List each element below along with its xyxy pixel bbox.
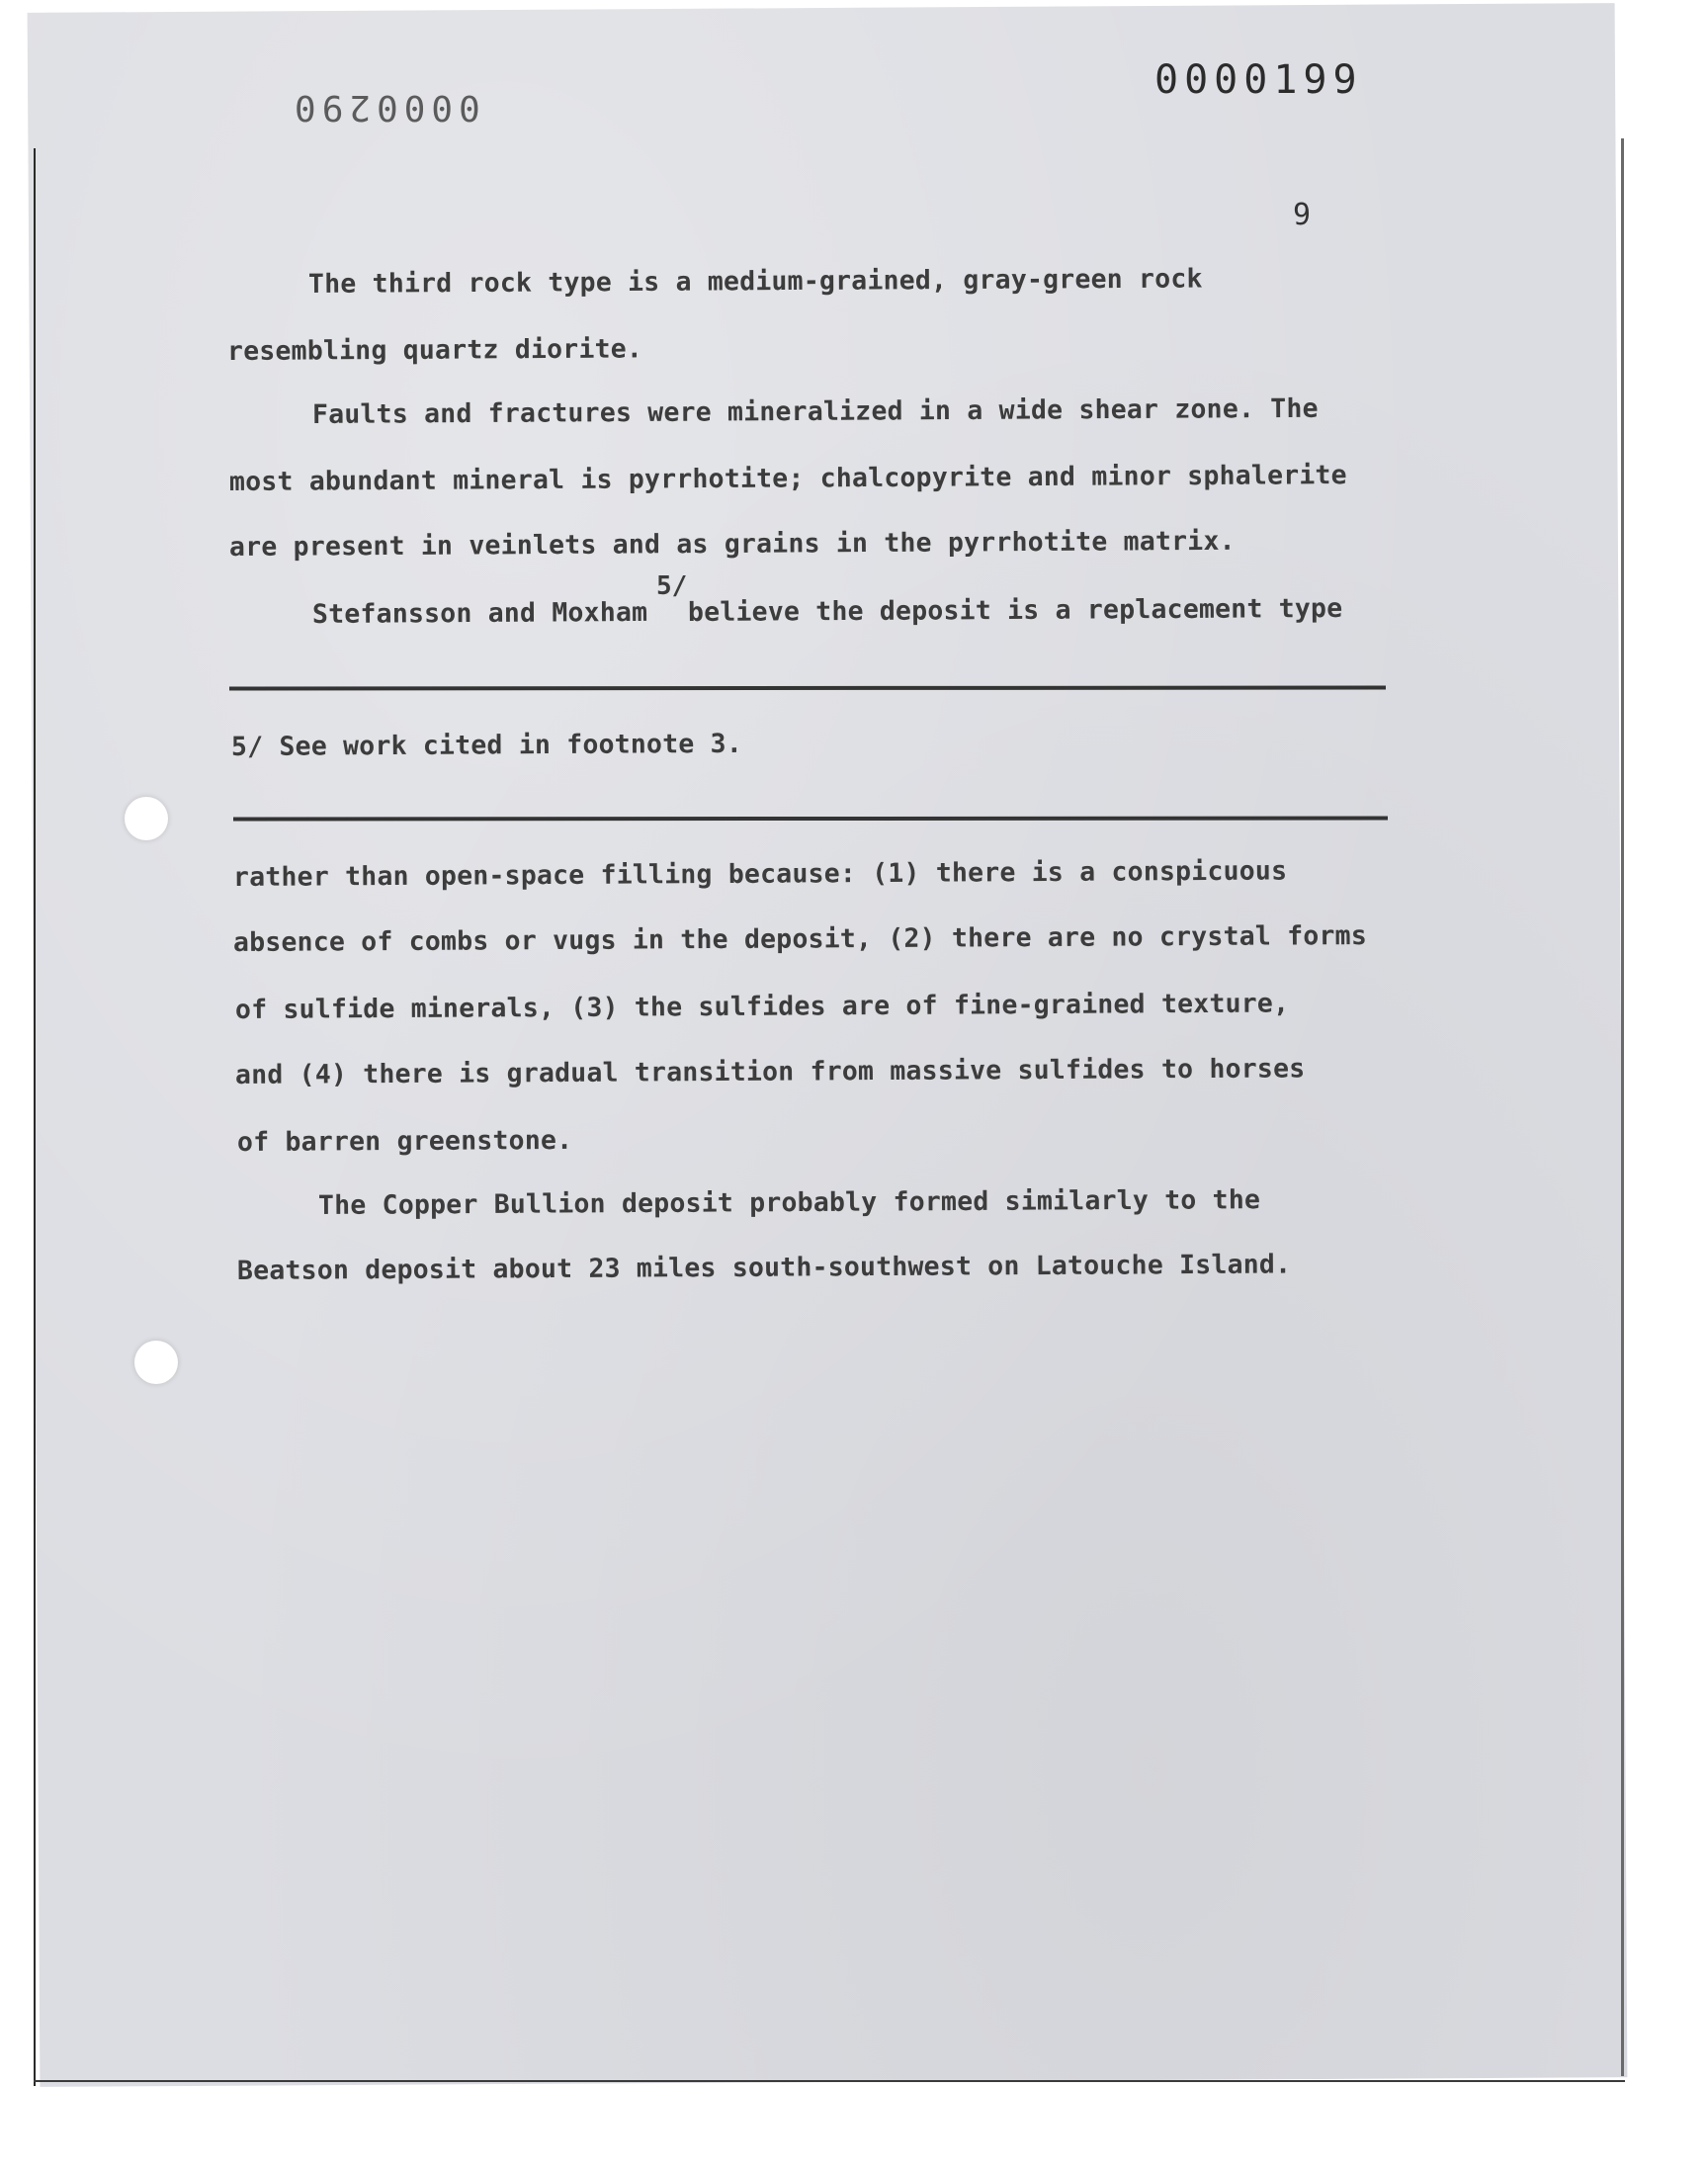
paragraph-1-line-2: resembling quartz diorite.	[226, 333, 643, 367]
footnote-reference: 5/	[656, 571, 688, 601]
binder-hole-upper	[125, 797, 168, 840]
paragraph-5-line-1: The Copper Bullion deposit probably formed similarly to the	[317, 1184, 1261, 1221]
paragraph-4-line-4: and (4) there is gradual transition from massive sulfides to horses	[234, 1053, 1306, 1090]
document-control-number-inverted: 0000290	[289, 87, 480, 128]
paragraph-4-line-3: of sulfide minerals, (3) the sulfides are of fine-grained texture,	[234, 988, 1290, 1025]
paragraph-4-line-1: rather than open-space filling because: (1) there is a conspicuous	[232, 855, 1288, 893]
paragraph-2-line-2: most abundant mineral is pyrrhotite; chalcopyrite and minor sphalerite	[228, 460, 1347, 497]
page-number: 9	[1293, 198, 1312, 232]
document-page	[28, 3, 1628, 2087]
footnote-text: 5/ See work cited in footnote 3.	[230, 728, 743, 762]
paragraph-3-line-1-start: Stefansson and Moxham	[311, 596, 648, 630]
paragraph-2-line-1: Faults and fractures were mineralized in a wide shear zone. The	[311, 392, 1319, 430]
binder-hole-lower	[134, 1341, 178, 1384]
page-edge-bottom	[34, 2080, 1625, 2082]
paragraph-5-line-2: Beatson deposit about 23 miles south-southwest on Latouche Island.	[236, 1249, 1292, 1286]
document-control-number: 0000199	[1154, 57, 1363, 103]
paragraph-3-line-1-end: believe the deposit is a replacement type	[687, 592, 1343, 628]
page-edge-left	[34, 148, 36, 2086]
paragraph-4-line-2: absence of combs or vugs in the deposit, (2) there are no crystal forms	[232, 919, 1368, 958]
paragraph-2-line-3: are present in veinlets and as grains in the pyrrhotite matrix.	[228, 525, 1236, 563]
paragraph-4-line-5: of barren greenstone.	[236, 1124, 573, 1158]
page-edge-right	[1621, 138, 1624, 2076]
paragraph-1-line-1: The third rock type is a medium-grained, gray-green rock	[307, 263, 1203, 300]
